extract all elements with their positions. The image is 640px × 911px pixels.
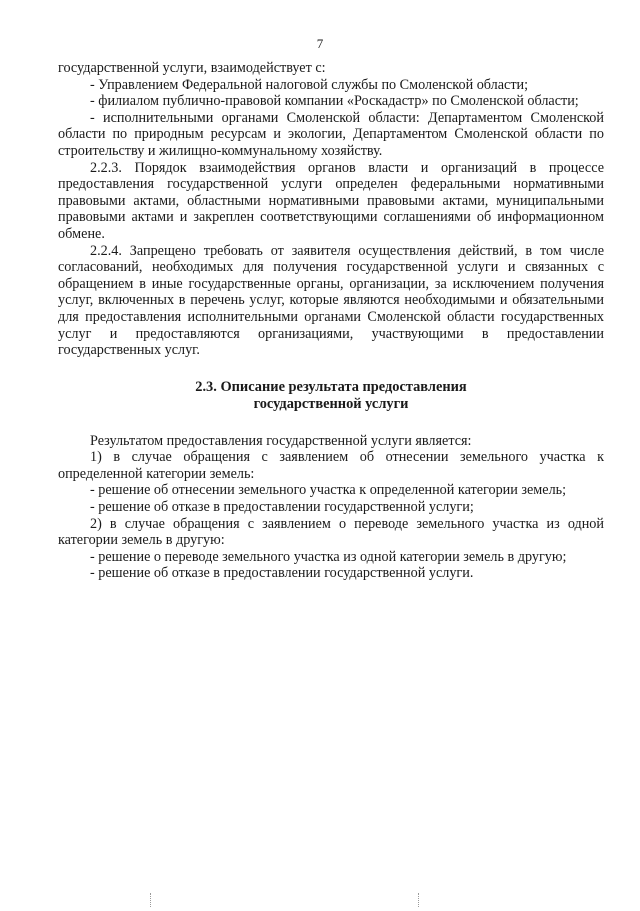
section-heading-line: 2.3. Описание результата предоставления (195, 378, 467, 395)
page-number: 7 (316, 36, 324, 51)
paragraph: - филиалом публично-правовой компании «Роскадастр» по Смоленской области; (90, 93, 579, 110)
paragraph: - решение об отказе в предоставлении государственной услуги; (90, 499, 474, 516)
paragraph: - исполнительными органами Смоленской области: Департаментом Смоленской области по природным ресурсам и экологии, Департаментом Смоленской области по строительству и жилищно-коммунальному хозяйству. (58, 109, 604, 159)
paragraph: Результатом предоставления государственной услуги является: (90, 432, 472, 449)
document-body (58, 60, 604, 582)
paragraphs-bottom (58, 433, 604, 582)
paragraphs-top (58, 60, 604, 359)
paragraph: 2) в случае обращения с заявлением о переводе земельного участка из одной категории земель в другую: (58, 515, 604, 549)
section-heading (58, 379, 604, 413)
paragraph: государственной услуги, взаимодействует с: (58, 60, 326, 76)
section-heading-line: государственной услуги (253, 395, 409, 412)
paragraph: - решение о переводе земельного участка из одной категории земель в другую; (90, 548, 567, 565)
scan-mark (418, 893, 420, 907)
paragraph: 2.2.3. Порядок взаимодействия органов власти и организаций в процессе предоставления государственной услуги определен федеральными нормативными правовыми актами, областными нормативными правовыми актами, муниципальными правовыми актами и закреплен соответствующими соглашениями об информационном обмене. (58, 159, 604, 242)
paragraph: - решение об отказе в предоставлении государственной услуги. (90, 565, 474, 582)
paragraph: 1) в случае обращения с заявлением об отнесении земельного участка к определенной категории земель: (58, 449, 604, 482)
paragraph: 2.2.4. Запрещено требовать от заявителя осуществления действий, в том числе согласований, необходимых для получения государственной услуги и связанных с обращением в иные государственные органы, организации, за исключением получения услуг, включенных в перечень услуг, которые являются необходимыми и обязательными для предоставления исполнительными органами Смоленской области государственных услуг и предоставляются организациями, участвующими в предоставлении государственных услуг. (58, 242, 604, 359)
paragraph: - решение об отнесении земельного участка к определенной категории земель; (90, 482, 567, 499)
scan-mark (150, 893, 152, 907)
paragraph: - Управлением Федеральной налоговой службы по Смоленской области; (90, 76, 529, 93)
scan-marks (0, 881, 640, 911)
